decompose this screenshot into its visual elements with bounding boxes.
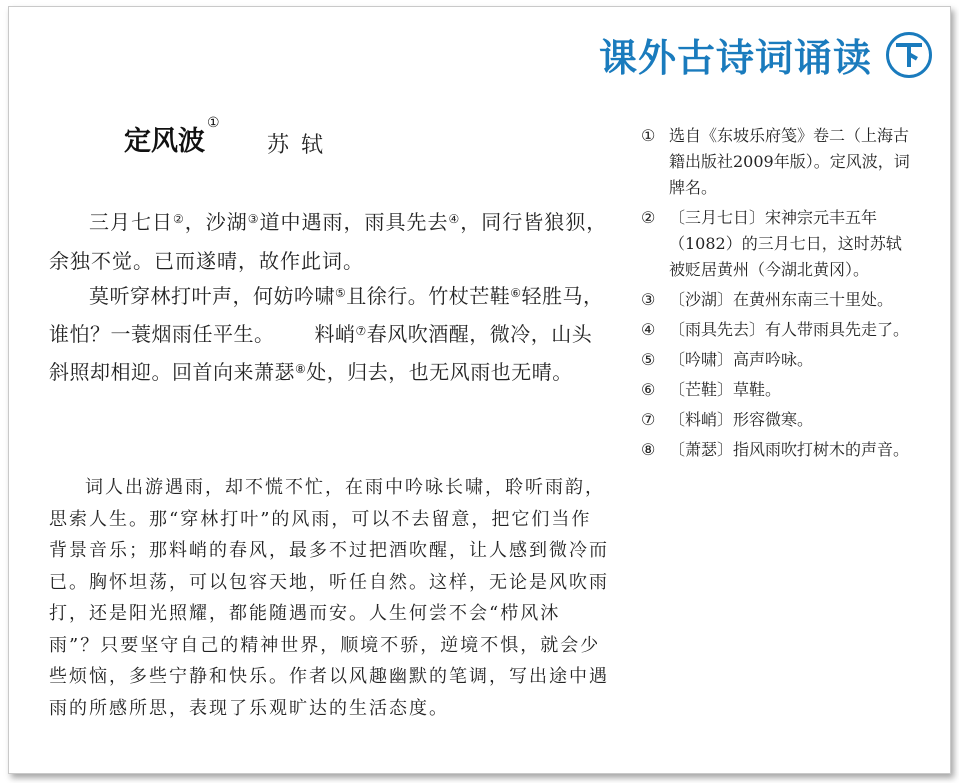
footnote-marker: ② — [173, 212, 185, 226]
footnote-text: 〔萧瑟〕指风雨吹打树木的声音。 — [669, 440, 910, 459]
volume-badge-icon — [886, 32, 932, 78]
footnote-marker: ④ — [448, 212, 461, 226]
footnote-marker: ⑦ — [355, 324, 367, 338]
footnote-number: ③ — [641, 290, 656, 309]
poem-title — [124, 115, 220, 158]
preface-text: 道中遇雨，雨具先去 — [259, 210, 449, 234]
footnote-item — [641, 317, 911, 343]
footnote-item — [641, 123, 911, 201]
footnote-text: 〔芒鞋〕草鞋。 — [669, 380, 782, 399]
footnote-text: 〔料峭〕形容微寒。 — [669, 410, 814, 429]
poem-line: 料峭 — [314, 322, 356, 346]
poem-line: 处，归去，也无风雨也无晴。 — [306, 360, 573, 384]
footnote-number: ⑥ — [641, 380, 656, 399]
footnote-item — [641, 407, 911, 433]
footnote-item — [641, 347, 911, 373]
footnotes-column — [641, 123, 911, 467]
poem-line: 且徐行。竹杖芒鞋 — [346, 284, 511, 308]
preface-text: ，同行皆狼狈，余独不觉。已而遂晴，故作此词。 — [49, 210, 608, 273]
footnote-marker: ⑤ — [335, 286, 347, 300]
textbook-page — [8, 6, 951, 774]
footnote-text: 〔沙湖〕在黄州东南三十里处。 — [669, 290, 894, 309]
footnote-text: 〔雨具先去〕有人带雨具先走了。 — [669, 320, 910, 339]
footnote-item — [641, 205, 911, 283]
footnote-text: 选自《东坡乐府笺》卷二（上海古籍出版社2009年版）。定风波，词牌名。 — [669, 126, 910, 197]
footnote-number: ④ — [641, 320, 656, 339]
poem-preface — [49, 203, 609, 281]
poem-line: 轻胜马，谁怕？一蓑烟雨任平生。 — [49, 284, 604, 346]
preface-text: 三月七日 — [89, 210, 173, 234]
footnote-number: ② — [641, 208, 656, 227]
footnote-number: ⑤ — [641, 350, 656, 369]
poem-title-text: 定风波 — [124, 126, 205, 157]
footnote-marker: ⑥ — [510, 286, 522, 300]
footnote-marker: ③ — [247, 212, 260, 226]
footnote-number: ⑦ — [641, 410, 656, 429]
footnote-item — [641, 437, 911, 463]
poem-line: 莫听穿林打叶声，何妨吟啸 — [89, 284, 335, 308]
footnote-marker: ① — [207, 115, 220, 131]
footnote-marker: ⑧ — [295, 362, 307, 376]
footnote-text: 〔三月七日〕宋神宗元丰五年（1082）的三月七日，这时苏轼被贬居黄州（今湖北黄冈）。 — [669, 208, 902, 279]
footnote-number: ① — [641, 126, 656, 145]
footnote-text: 〔吟啸〕高声吟咏。 — [669, 350, 814, 369]
poem-line: 春风吹酒醒，微冷，山头斜照却相迎。回首向来萧瑟 — [49, 322, 593, 384]
section-title: 课外古诗词诵读 — [598, 35, 872, 80]
poem-author: 苏轼 — [267, 133, 336, 158]
footnote-item — [641, 377, 911, 403]
section-header — [599, 27, 932, 82]
footnote-number: ⑧ — [641, 440, 656, 459]
preface-text: ，沙湖 — [184, 210, 248, 234]
footnote-item — [641, 287, 911, 313]
poem-body — [49, 277, 609, 391]
commentary-paragraph: 词人出游遇雨，却不慌不忙，在雨中吟咏长啸，聆听雨韵，思索人生。那“穿林打叶”的风雨，可以不去留意，把它们当作背景音乐；那料峭的春风，最多不过把酒吹醒，让人感到微冷而已。胸怀坦荡，可以包容天地，听任自然。这样，无论是风吹雨打，还是阳光照耀，都能随遇而安。人生何尝不会“栉风沐雨”？只要坚守自己的精神世界，顺境不骄，逆境不惧，就会少些烦恼，多些宁静和快乐。作者以风趣幽默的笔调，写出途中遇雨的所感所思，表现了乐观旷达的生活态度。 — [49, 477, 609, 719]
